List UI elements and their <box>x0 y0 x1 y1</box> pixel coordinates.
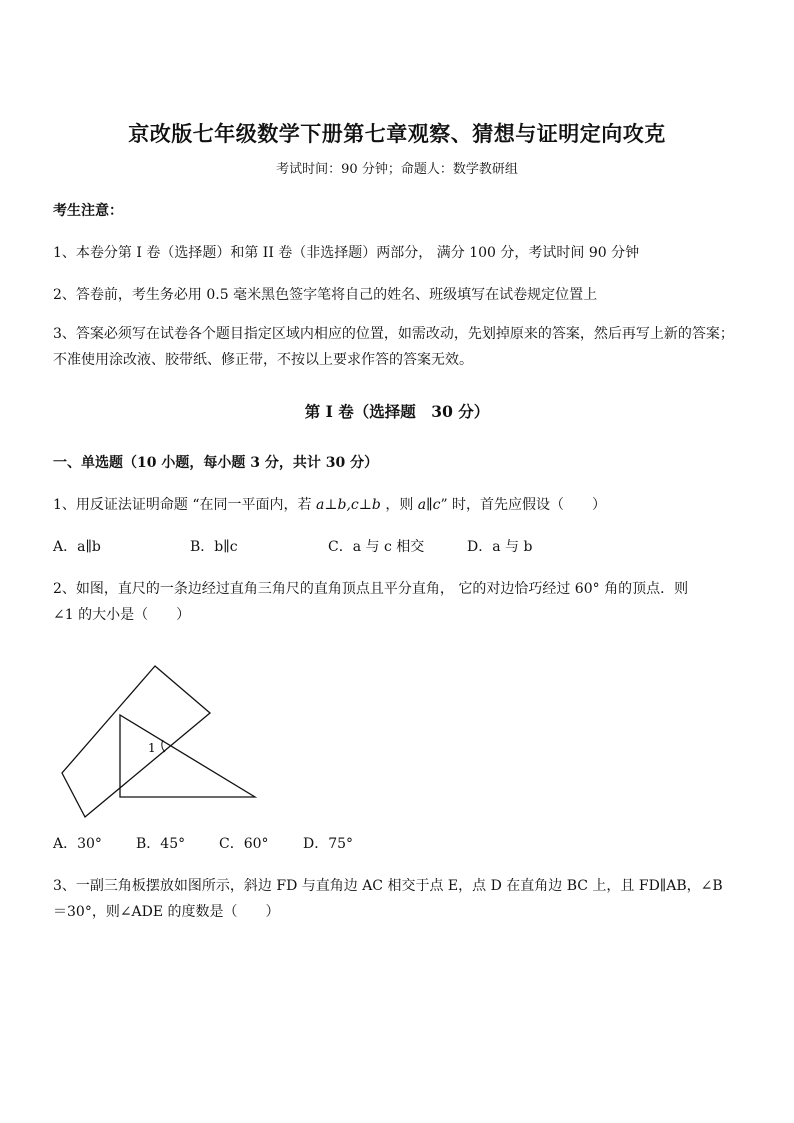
q1-option-c: C．a 与 c 相交 <box>328 539 425 555</box>
q2-option-b: B．45° <box>136 836 186 852</box>
q2-option-a: A．30° <box>53 836 102 852</box>
q2-option-d: D．75° <box>303 836 354 852</box>
q1-option-b: B．b∥c <box>190 539 238 555</box>
section-title: 第 I 卷（选择题 30 分） <box>304 402 490 421</box>
q2-ruler-triangle-figure <box>55 660 275 820</box>
right-triangle-shape <box>120 715 255 797</box>
q1-math-premise: a⊥b,c⊥b <box>315 497 381 513</box>
angle-1-label: 1 <box>148 741 156 755</box>
q1-stem-pre: 1、用反证法证明命题 “在同一平面内，若 <box>53 497 316 513</box>
ruler-shape <box>62 666 210 817</box>
question-1-stem <box>53 494 606 514</box>
notice-item-1: 1、本卷分第 I 卷（选择题）和第 II 卷（非选择题）两部分， 满分 100 分，考试时间 90 分钟 <box>53 245 640 261</box>
q1-option-a: A．a∥b <box>53 539 101 555</box>
question-3-stem-line2: ＝30°，则∠ADE 的度数是（ ） <box>53 904 280 920</box>
part-heading: 一、单选题（10 小题，每小题 3 分，共计 30 分） <box>53 455 379 471</box>
q2-option-c: C．60° <box>219 836 269 852</box>
question-3-stem-line1: 3、一副三角板摆放如图所示，斜边 FD 与直角边 AC 相交于点 E，点 D 在直角边 BC 上，且 FD∥AB，∠B <box>53 878 723 894</box>
notice-item-3: 3、答案必须写在试卷各个题目指定区域内相应的位置，如需改动，先划掉原来的答案，然后再写上新的答案；不准使用涂改液、胶带纸、修正带，不按以上要求作答的答案无效。 <box>53 326 734 368</box>
page-title: 京改版七年级数学下册第七章观察、猜想与证明定向攻克 <box>128 121 666 146</box>
question-2-stem-line2: ∠1 的大小是（ ） <box>53 607 191 623</box>
notice-item-2: 2、答卷前，考生务必用 0.5 毫米黑色签字笔将自己的姓名、班级填写在试卷规定位置上 <box>53 287 598 303</box>
question-2-stem-line1: 2、如图，直尺的一条边经过直角三角尺的直角顶点且平分直角， 它的对边恰巧经过 60° 角的顶点．则 <box>53 581 689 597</box>
q1-option-d: D．a 与 b <box>467 539 533 555</box>
q1-math-conclusion: a∥c <box>417 497 441 513</box>
notice-heading: 考生注意： <box>53 203 123 219</box>
exam-info: 考试时间：90 分钟；命题人：数学教研组 <box>276 162 518 177</box>
q1-stem-post: ” 时，首先应假设（ ） <box>440 497 607 513</box>
q1-stem-mid: ，则 <box>380 497 418 513</box>
